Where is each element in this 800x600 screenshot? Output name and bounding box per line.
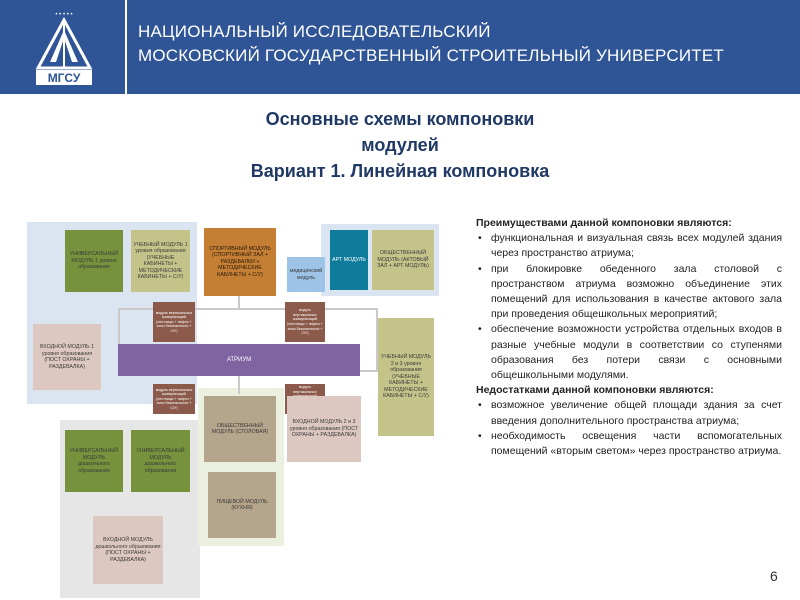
module-entrance-level23: ВХОДНОЙ МОДУЛЬ 2 и 3 уровня образования (ПОСТ ОХРАНЫ + РАЗДЕВАЛКА) (287, 396, 361, 462)
logo-text: МГСУ (47, 71, 81, 85)
module-public-assembly: ОБЩЕСТВЕННЫЙ МОДУЛЬ (АКТОВЫЙ ЗАЛ + АРТ МОДУЛЬ) (372, 230, 434, 290)
advantages-list (476, 231, 782, 383)
module-kitchen: ПИЩЕВОЙ МОДУЛЬ (КУХНЯ) (208, 472, 276, 538)
module-study-level23: УЧЕБНЫЙ МОДУЛЬ 2 и 3 уровня образования (УЧЕБНЫЕ КАБИНЕТЫ + МЕТОДИЧЕСКИЕ КАБИНЕТЫ + С/У) (378, 318, 434, 436)
module-study-level1: УЧЕБНЫЙ МОДУЛЬ 1 уровня образования (УЧЕБНЫЕ КАБИНЕТЫ + МЕТОДИЧЕСКИЕ КАБИНЕТЫ + С/У) (131, 230, 190, 292)
slide-title (160, 106, 640, 184)
header-bar (0, 0, 800, 94)
list-item: • при блокировке обеденного зала столовой с пространством атриума возможно объединение этих помещений для использования в качестве актового зала при проведения общешкольных мероприятий; (476, 262, 782, 323)
description-text (476, 216, 782, 459)
page-number: 6 (770, 568, 778, 584)
slide-title-line3: Вариант 1. Линейная компоновка (250, 161, 550, 181)
list-item: • необходимость освещения части вспомогательных помещений «вторым светом» через пространство атриума. (476, 429, 782, 459)
module-art: АРТ МОДУЛЬ (330, 230, 368, 290)
module-vertical-comm-1: модуль вертикальных коммуникаций (лестницы + лифты + зоны безопасности + С/У) (153, 302, 195, 342)
module-vertical-comm-2: модуль вертикальных коммуникаций (лестницы + лифты + зоны безопасности + С/У) (285, 302, 325, 342)
module-universal-preschool-2: УНИВЕРСАЛЬНЫЙ МОДУЛЬ дошкольного образования (131, 430, 190, 492)
module-atrium: АТРИУМ (118, 344, 360, 376)
list-item: • обеспечение возможности устройства отдельных входов в разные учебные модули в соответствии со ступенями образования без потери связи с основными общешкольными модулями. (476, 322, 782, 383)
disadvantages-list (476, 398, 782, 459)
disadvantages-heading: Недостатками данной компоновки являются: (476, 384, 714, 397)
list-item: • функциональная и визуальная связь всех модулей здания через пространство атриума; (476, 231, 782, 261)
module-sport: СПОРТИВНЫЙ МОДУЛЬ (СПОРТИВНЫЙ ЗАЛ + РАЗДЕВАЛКИ + МЕТОДИЧЕСКИЕ КАБИНЕТЫ + С/У) (204, 228, 276, 296)
module-vertical-comm-3: модуль вертикальных коммуникаций (лестницы + лифты + зоны безопасности + С/У) (153, 384, 195, 414)
module-public-canteen: ОБЩЕСТВЕННЫЙ МОДУЛЬ (СТОЛОВАЯ) (204, 396, 276, 462)
module-vertical-comm-4: модуль вертикальных (285, 384, 325, 414)
module-entrance-preschool: ВХОДНОЙ МОДУЛЬ дошкольного образования (ПОСТ ОХРАНЫ + РАЗДЕВАЛКА) (93, 516, 163, 584)
university-name-line2: МОСКОВСКИЙ ГОСУДАРСТВЕННЫЙ СТРОИТЕЛЬНЫЙ УНИВЕРСИТЕТ (138, 46, 724, 65)
module-medical: медицинский модуль (287, 257, 325, 292)
layout-diagram (0, 210, 470, 600)
university-logo (18, 6, 110, 88)
connector-line (238, 296, 240, 310)
university-name-line1: НАЦИОНАЛЬНЫЙ ИССЛЕДОВАТЕЛЬСКИЙ (138, 22, 491, 41)
slide-title-line1: Основные схемы компоновки (265, 109, 535, 129)
logo-dots: • • • • • (55, 12, 73, 18)
module-universal-preschool: УНИВЕРСАЛЬНЫЙ МОДУЛЬ дошкольного образования (65, 430, 123, 492)
module-universal-level1: УНИВЕРСАЛЬНЫЙ МОДУЛЬ 1 уровня образования (65, 230, 123, 292)
header-divider (125, 0, 127, 94)
advantages-heading: Преимуществами данной компоновки являются: (476, 217, 732, 229)
module-entrance-level1: ВХОДНОЙ МОДУЛЬ 1 уровня образования (ПОСТ ОХРАНЫ + РАЗДЕВАЛКА) (33, 324, 101, 390)
list-item: • возможное увеличение общей площади здания за счет введения дополнительного пространства атриума; (476, 398, 782, 428)
slide-title-line2: модулей (361, 135, 439, 155)
